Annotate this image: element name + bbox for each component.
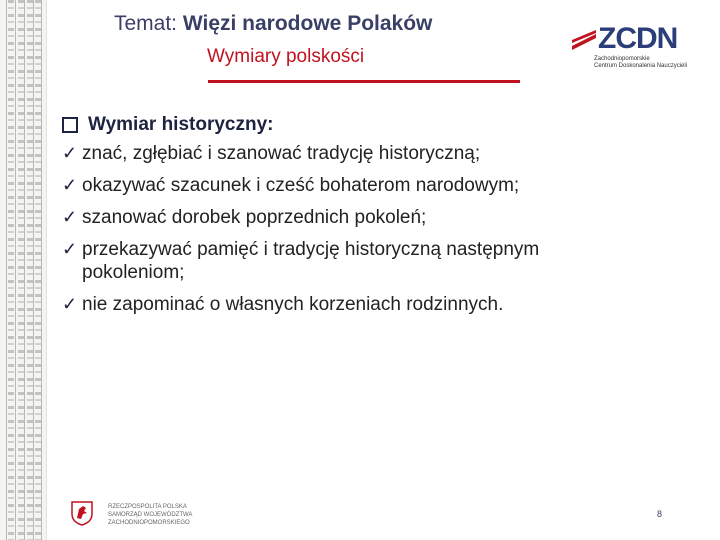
page-subtitle: Wymiary polskości xyxy=(207,46,365,67)
checkmark-icon: ✓ xyxy=(62,239,78,259)
list-item xyxy=(62,238,702,284)
list-item-text: nie zapominać o własnych korzeniach rodzinnych. xyxy=(82,294,504,315)
decorative-manuscript-strip xyxy=(0,0,47,540)
griffin-emblem-icon xyxy=(70,500,94,526)
list-item-text: okazywać szacunek i cześć bohaterom narodowym; xyxy=(82,175,520,196)
checkmark-icon: ✓ xyxy=(62,294,78,314)
square-bullet-icon xyxy=(62,117,78,133)
page-number: 8 xyxy=(657,509,663,519)
section-heading-text: Wymiar historyczny: xyxy=(88,114,274,135)
list-item-text: szanować dorobek poprzednich pokoleń; xyxy=(82,207,427,228)
zcdn-mark-icon xyxy=(572,30,596,52)
zcdn-logo xyxy=(572,22,688,74)
checkmark-icon: ✓ xyxy=(62,207,78,227)
list-item xyxy=(62,142,702,165)
checkmark-icon: ✓ xyxy=(62,175,78,195)
list-item-text: przekazywać pamięć i tradycję historyczną następnym pokoleniom; xyxy=(82,239,540,283)
title-bold: Więzi narodowe Polaków xyxy=(182,12,433,35)
page-title xyxy=(114,12,432,36)
list-item-text: znać, zgłębiać i szanować tradycję historyczną; xyxy=(82,143,481,164)
section-heading xyxy=(62,114,702,136)
list-item xyxy=(62,293,702,316)
title-underline xyxy=(208,80,520,83)
footer-text: RZECZPOSPOLITA POLSKA SAMORZĄD WOJEWÓDZTWA ZACHODNIOPOMORSKIEGO xyxy=(108,504,193,526)
content-list xyxy=(62,114,702,325)
list-item xyxy=(62,174,702,197)
list-item xyxy=(62,206,702,229)
title-prefix: Temat: xyxy=(114,12,183,35)
checkmark-icon: ✓ xyxy=(62,143,78,163)
logo-wordmark: ZCDN xyxy=(598,22,678,55)
logo-subtitle: Zachodniopomorskie Centrum Doskonalenia Nauczycieli xyxy=(594,56,688,69)
